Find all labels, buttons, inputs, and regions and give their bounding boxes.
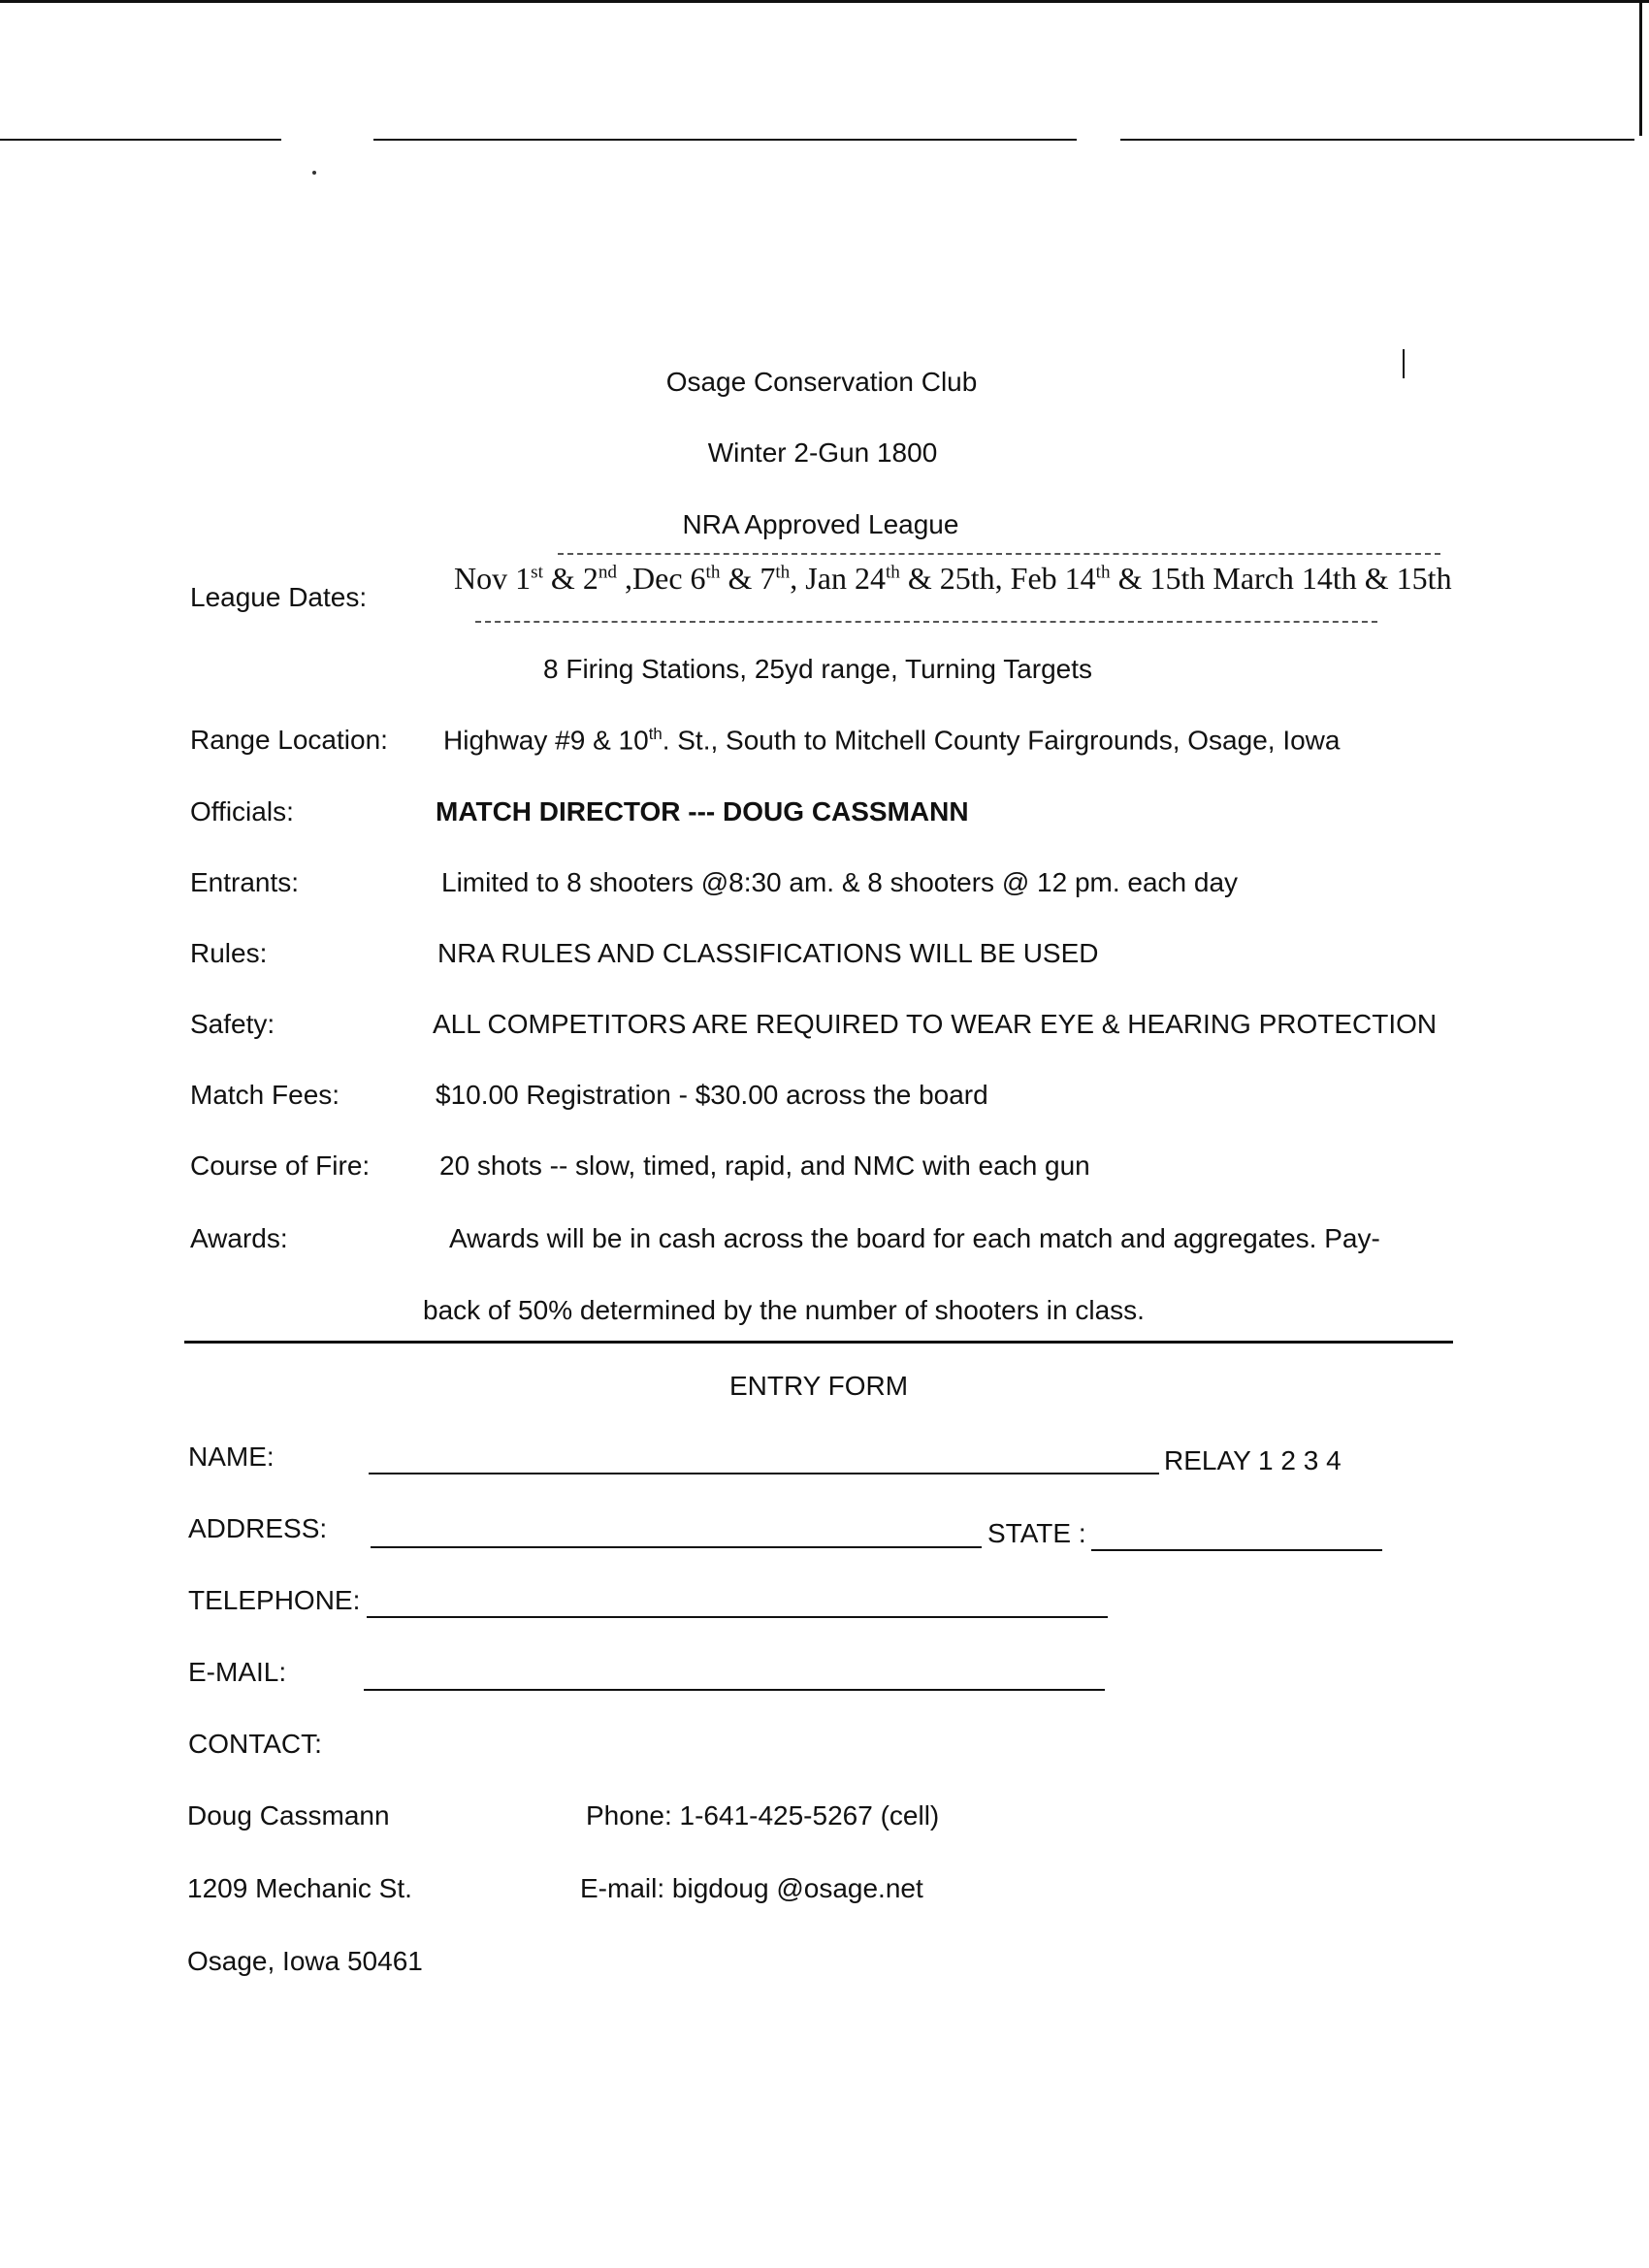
contact-city: Osage, Iowa 50461 [187, 1946, 423, 1976]
email-field[interactable] [364, 1689, 1105, 1691]
course-of-fire-label: Course of Fire: [190, 1150, 371, 1181]
scan-mark [1403, 349, 1405, 378]
address-label: ADDRESS: [188, 1513, 328, 1543]
email-label: E-MAIL: [188, 1657, 287, 1687]
entry-form-title: ENTRY FORM [728, 1371, 909, 1401]
scan-right-border [1639, 0, 1642, 136]
club-name: Osage Conservation Club [665, 367, 978, 397]
contact-street: 1209 Mechanic St. [187, 1873, 412, 1903]
facilities-line: 8 Firing Stations, 25yd range, Turning Targets [542, 654, 1093, 684]
league-dates-value: Nov 1st & 2nd ,Dec 6th & 7th, Jan 24th & 25th, Feb 14th & 15th March 14th & 15th [454, 561, 1452, 596]
telephone-field[interactable] [367, 1616, 1108, 1618]
awards-label: Awards: [190, 1223, 288, 1253]
rules-value: NRA RULES AND CLASSIFICATIONS WILL BE USED [437, 938, 1099, 968]
awards-line-2: back of 50% determined by the number of shooters in class. [423, 1295, 1145, 1325]
awards-line-1: Awards will be in cash across the board for each match and aggregates. Pay- [449, 1223, 1380, 1253]
range-location-value: Highway #9 & 10th. St., South to Mitchell County Fairgrounds, Osage, Iowa [443, 725, 1341, 756]
name-field[interactable] [369, 1473, 1159, 1474]
safety-value: ALL COMPETITORS ARE REQUIRED TO WEAR EYE & HEARING PROTECTION [433, 1009, 1438, 1039]
state-label: STATE : [987, 1518, 1086, 1548]
dates-top-dashed-line [558, 553, 1440, 555]
officials-value: MATCH DIRECTOR --- DOUG CASSMANN [436, 796, 969, 826]
state-field[interactable] [1091, 1549, 1382, 1551]
relay-options[interactable]: RELAY 1 2 3 4 [1164, 1445, 1342, 1475]
contact-phone: Phone: 1-641-425-5267 (cell) [586, 1800, 940, 1831]
telephone-label: TELEPHONE: [188, 1585, 361, 1615]
contact-label: CONTACT: [188, 1729, 322, 1759]
scan-line-segment [0, 139, 281, 141]
section-divider [184, 1341, 1453, 1344]
contact-email: E-mail: bigdoug @osage.net [580, 1873, 923, 1903]
name-label: NAME: [188, 1442, 275, 1472]
range-location-label: Range Location: [190, 725, 388, 755]
match-fees-value: $10.00 Registration - $30.00 across the board [436, 1080, 988, 1110]
scan-speck [312, 171, 316, 175]
dates-bottom-dashed-line [475, 621, 1377, 623]
event-title: Winter 2-Gun 1800 [707, 437, 938, 468]
contact-name: Doug Cassmann [187, 1800, 390, 1831]
scan-line-segment [373, 139, 1077, 141]
league-dates-label: League Dates: [190, 582, 368, 612]
league-type: NRA Approved League [682, 509, 959, 539]
safety-label: Safety: [190, 1009, 275, 1039]
match-fees-label: Match Fees: [190, 1080, 340, 1110]
rules-label: Rules: [190, 938, 268, 968]
course-of-fire-value: 20 shots -- slow, timed, rapid, and NMC with each gun [439, 1150, 1090, 1181]
officials-label: Officials: [190, 796, 294, 826]
entrants-label: Entrants: [190, 867, 300, 897]
scan-line-segment [1120, 139, 1634, 141]
address-field[interactable] [371, 1546, 982, 1548]
scan-top-border [0, 0, 1649, 3]
entrants-value: Limited to 8 shooters @8:30 am. & 8 shooters @ 12 pm. each day [441, 867, 1239, 897]
